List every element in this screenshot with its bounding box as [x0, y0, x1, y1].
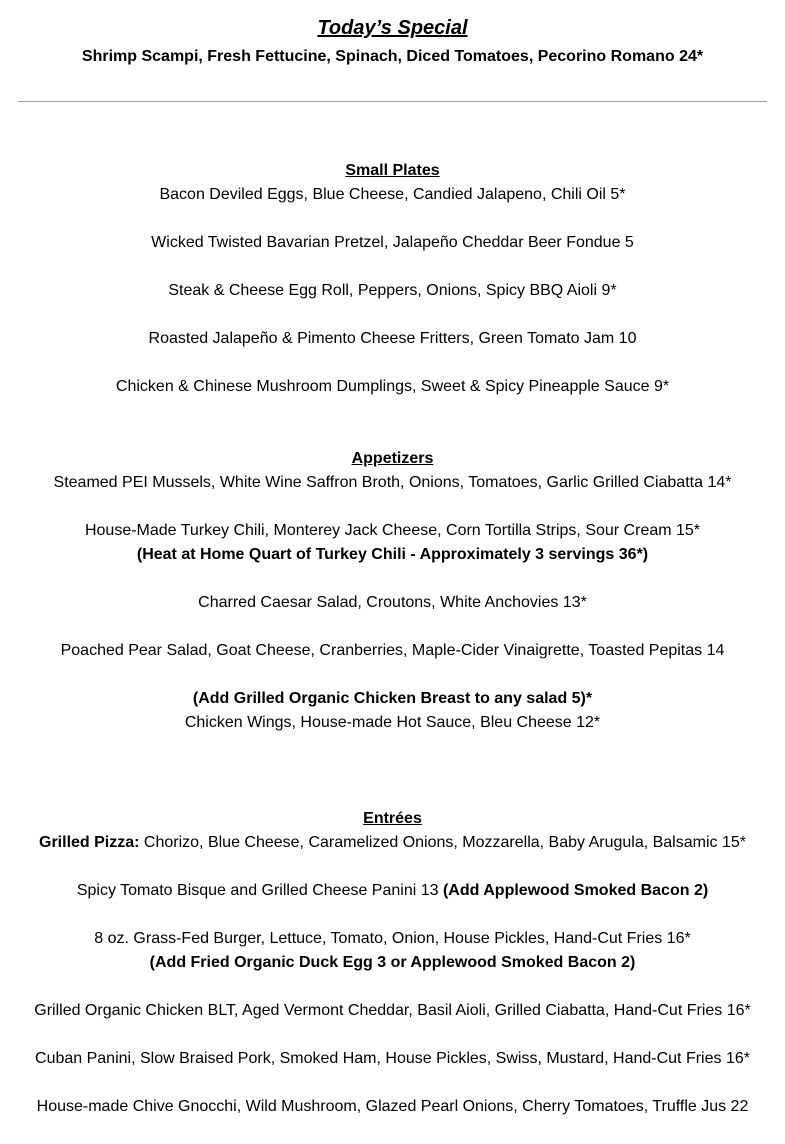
bisque-description: Spicy Tomato Bisque and Grilled Cheese Panini 13 — [76, 882, 443, 899]
menu-item-tomato-bisque — [0, 881, 785, 901]
special-title: Today’s Special — [317, 17, 468, 39]
menu-item-caesar-salad: Charred Caesar Salad, Croutons, White Anchovies 13* — [198, 594, 587, 611]
section-divider — [18, 101, 767, 102]
menu-item-egg-roll: Steak & Cheese Egg Roll, Peppers, Onions, Spicy BBQ Aioli 9* — [168, 282, 617, 299]
small-plates-heading: Small Plates — [345, 162, 440, 179]
pizza-label: Grilled Pizza: — [39, 834, 140, 851]
chili-note: (Heat at Home Quart of Turkey Chili - Approximately 3 servings 36*) — [136, 546, 649, 563]
pizza-description: Chorizo, Blue Cheese, Caramelized Onions, Mozzarella, Baby Arugula, Balsamic 15* — [139, 834, 746, 851]
menu-item-grilled-pizza — [0, 833, 785, 853]
menu-item-dumplings: Chicken & Chinese Mushroom Dumplings, Sweet & Spicy Pineapple Sauce 9* — [115, 378, 670, 395]
menu-item-turkey-chili: House-Made Turkey Chili, Monterey Jack Cheese, Corn Tortilla Strips, Sour Cream 15* — [84, 522, 701, 539]
menu-item-pear-salad: Poached Pear Salad, Goat Cheese, Cranberries, Maple-Cider Vinaigrette, Toasted Pepitas 14 — [60, 642, 725, 659]
special-description: Shrimp Scampi, Fresh Fettucine, Spinach, Diced Tomatoes, Pecorino Romano 24* — [81, 48, 704, 65]
bisque-addon-note: (Add Applewood Smoked Bacon 2) — [442, 882, 709, 899]
menu-item-mussels: Steamed PEI Mussels, White Wine Saffron Broth, Onions, Tomatoes, Garlic Grilled Ciabatta 14* — [53, 474, 732, 491]
menu-item-pretzel: Wicked Twisted Bavarian Pretzel, Jalapeño Cheddar Beer Fondue 5 — [151, 234, 634, 251]
menu-item-cuban-panini: Cuban Panini, Slow Braised Pork, Smoked Ham, House Pickles, Swiss, Mustard, Hand-Cut Fries 16* — [35, 1050, 750, 1067]
menu-item-gnocchi: House-made Chive Gnocchi, Wild Mushroom, Glazed Pearl Onions, Cherry Tomatoes, Truffle Jus 22 — [36, 1098, 749, 1115]
menu-item-chicken-wings: Chicken Wings, House-made Hot Sauce, Bleu Cheese 12* — [184, 714, 601, 731]
menu-item-fritters: Roasted Jalapeño & Pimento Cheese Fritters, Green Tomato Jam 10 — [148, 330, 637, 347]
menu-item-burger: 8 oz. Grass-Fed Burger, Lettuce, Tomato, Onion, House Pickles, Hand-Cut Fries 16* — [94, 930, 691, 947]
entrees-heading: Entrées — [363, 810, 422, 827]
menu-item-deviled-eggs: Bacon Deviled Eggs, Blue Cheese, Candied Jalapeno, Chili Oil 5* — [159, 186, 626, 203]
salad-addon-note: (Add Grilled Organic Chicken Breast to any salad 5)* — [192, 690, 593, 707]
menu-item-chicken-blt: Grilled Organic Chicken BLT, Aged Vermont Cheddar, Basil Aioli, Grilled Ciabatta, Hand-Cut Fries 16* — [34, 1002, 751, 1019]
appetizers-heading: Appetizers — [351, 450, 434, 467]
burger-addon-note: (Add Fried Organic Duck Egg 3 or Applewood Smoked Bacon 2) — [149, 954, 636, 971]
